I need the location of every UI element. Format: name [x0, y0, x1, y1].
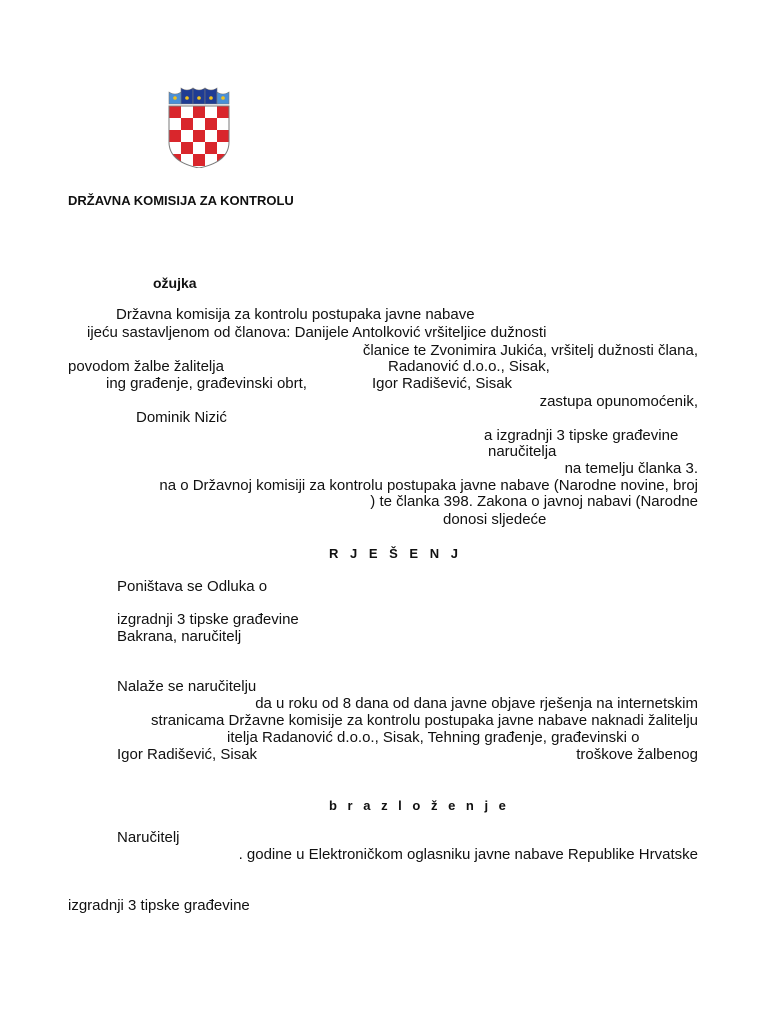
rjesenje-item2-line-5: Igor Radišević, Sisak [117, 746, 258, 763]
rjesenje-item2-line-4: itelja Radanović d.o.o., Sisak, Tehning građenje, građevinski o [227, 729, 640, 746]
intro-line-7: Igor Radišević, Sisak [372, 375, 513, 392]
rjesenje-item1-line-2: izgradnji 3 tipske građevine [117, 611, 299, 628]
intro-line-5: Radanović d.o.o., Sisak, [388, 358, 550, 375]
intro-line-8: zastupa opunomoćenik, [539, 393, 698, 410]
obrazlozenje-line-3: izgradnji 3 tipske građevine [68, 897, 250, 914]
date-fragment: ožujka [153, 275, 197, 291]
rjesenje-item2-line-6: troškove žalbenog [576, 746, 698, 763]
intro-line-12: na temelju članka 3. [564, 460, 698, 477]
intro-line-10: a izgradnji 3 tipske građevine [484, 427, 679, 444]
crest-checkerboard-shield [169, 106, 229, 168]
rjesenje-item1-line-3: Bakrana, naručitelj [117, 628, 242, 645]
rjesenje-item2-line-1: Nalaže se naručitelju [117, 678, 257, 695]
rjesenje-item1-line-1: Poništava se Odluka o [117, 578, 268, 595]
intro-line-4: povodom žalbe žalitelja [68, 358, 224, 375]
rjesenje-item2-line-2: da u roku od 8 dana od dana javne objave rješenja na internetskim [255, 695, 698, 712]
obrazlozenje-line-1: Naručitelj [117, 829, 180, 846]
intro-line-14: ) te članka 398. Zakona o javnoj nabavi (Narodne [370, 493, 698, 510]
crest-crown [169, 88, 229, 104]
intro-line-3: članice te Zvonimira Jukića, vršitelj dužnosti člana, [362, 342, 698, 359]
obrazlozenje-title: b r a z l o ž e n j e [329, 798, 510, 813]
intro-line-13: na o Državnoj komisiji za kontrolu postupaka javne nabave (Narodne novine, broj [159, 477, 698, 494]
intro-line-11: naručitelja [488, 443, 557, 460]
intro-line-9: Dominik Nizić [136, 409, 227, 426]
coat-of-arms-emblem [165, 84, 233, 168]
intro-line-2: ijeću sastavljenom od članova: Danijele Antolković vršiteljice dužnosti [87, 324, 547, 341]
intro-line-6: ing građenje, građevinski obrt, [106, 375, 307, 392]
obrazlozenje-line-2: . godine u Elektroničkom oglasniku javne nabave Republike Hrvatske [238, 846, 698, 863]
rjesenje-item2-line-3: stranicama Državne komisije za kontrolu postupaka javne nabave naknadi žalitelju [151, 712, 698, 729]
intro-line-15: donosi sljedeće [443, 511, 547, 528]
rjesenje-title: R J E Š E N J [329, 546, 462, 561]
institution-heading: DRŽAVNA KOMISIJA ZA KONTROLU [68, 193, 294, 208]
intro-line-1: Državna komisija za kontrolu postupaka javne nabave [116, 306, 475, 323]
